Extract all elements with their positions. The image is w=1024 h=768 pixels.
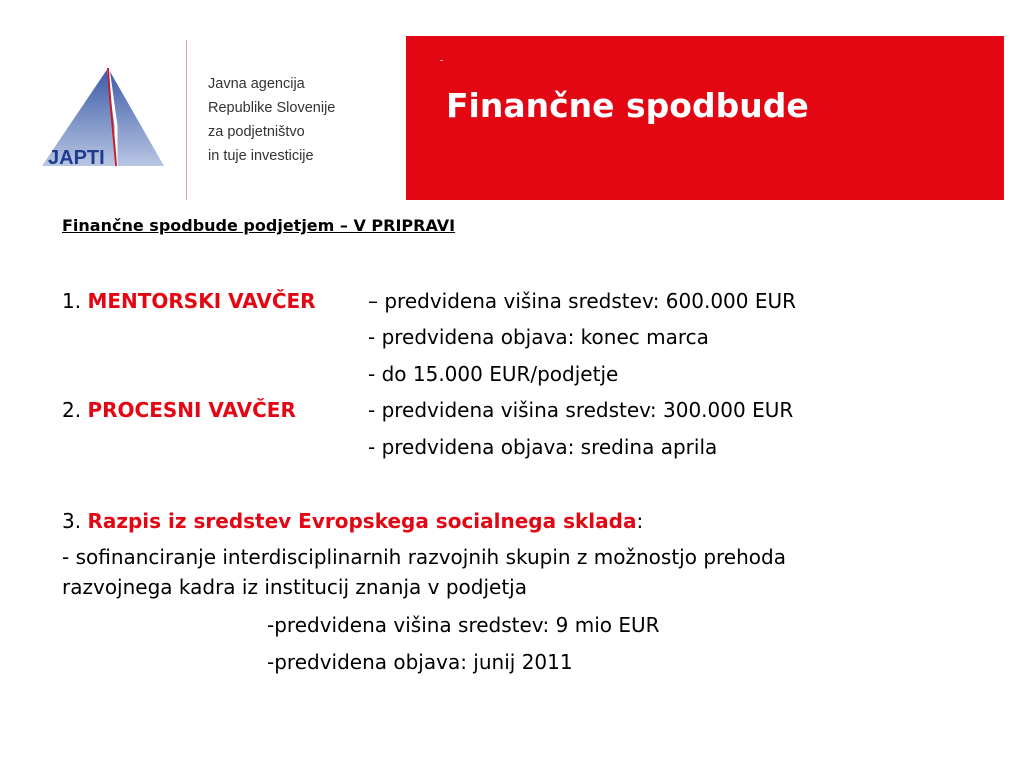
banner-dot — [440, 60, 443, 61]
agency-line: in tuje investicije — [208, 148, 314, 164]
item-1-detail: - do 15.000 EUR/podjetje — [368, 362, 619, 386]
item-2-detail: - predvidena višina sredstev: 300.000 EUR — [368, 398, 794, 422]
agency-name — [208, 72, 335, 168]
item-3-heading — [62, 508, 643, 534]
section-subtitle: Finančne spodbude podjetjem – V PRIPRAVI — [62, 216, 456, 235]
page-title: Finančne spodbude — [446, 86, 809, 125]
item-2-number: 2. — [62, 398, 82, 422]
japti-logo-icon — [38, 66, 168, 176]
logo-divider — [186, 40, 187, 200]
agency-line: Republike Slovenije — [208, 100, 336, 116]
japti-abbrev: JAPTI — [48, 147, 105, 169]
item-1-name: MENTORSKI VAVČER — [87, 289, 316, 313]
agency-line: Javna agencija — [208, 76, 305, 92]
item-1-number: 1. — [62, 289, 82, 313]
item-3-name: Razpis iz sredstev Evropskega socialnega sklada — [87, 509, 637, 533]
agency-line: za podjetništvo — [208, 124, 305, 140]
item-2-name: PROCESNI VAVČER — [87, 398, 296, 422]
item-2-heading — [62, 397, 296, 423]
item-3-number: 3. — [62, 509, 82, 533]
item-2-detail: - predvidena objava: sredina aprila — [368, 435, 718, 459]
item-3-description: - sofinanciranje interdisciplinarnih razvojnih skupin z možnostjo prehoda — [62, 545, 786, 569]
item-1-heading — [62, 288, 316, 314]
item-1-detail: – predvidena višina sredstev: 600.000 EUR — [368, 289, 797, 313]
item-3-detail: -predvidena objava: junij 2011 — [267, 650, 573, 674]
title-banner — [406, 36, 1004, 200]
item-1-detail: - predvidena objava: konec marca — [368, 325, 709, 349]
logo-area — [0, 0, 400, 205]
item-3-colon: : — [636, 509, 644, 533]
item-3-description: razvojnega kadra iz institucij znanja v podjetja — [62, 575, 527, 599]
item-3-detail: -predvidena višina sredstev: 9 mio EUR — [267, 613, 660, 637]
